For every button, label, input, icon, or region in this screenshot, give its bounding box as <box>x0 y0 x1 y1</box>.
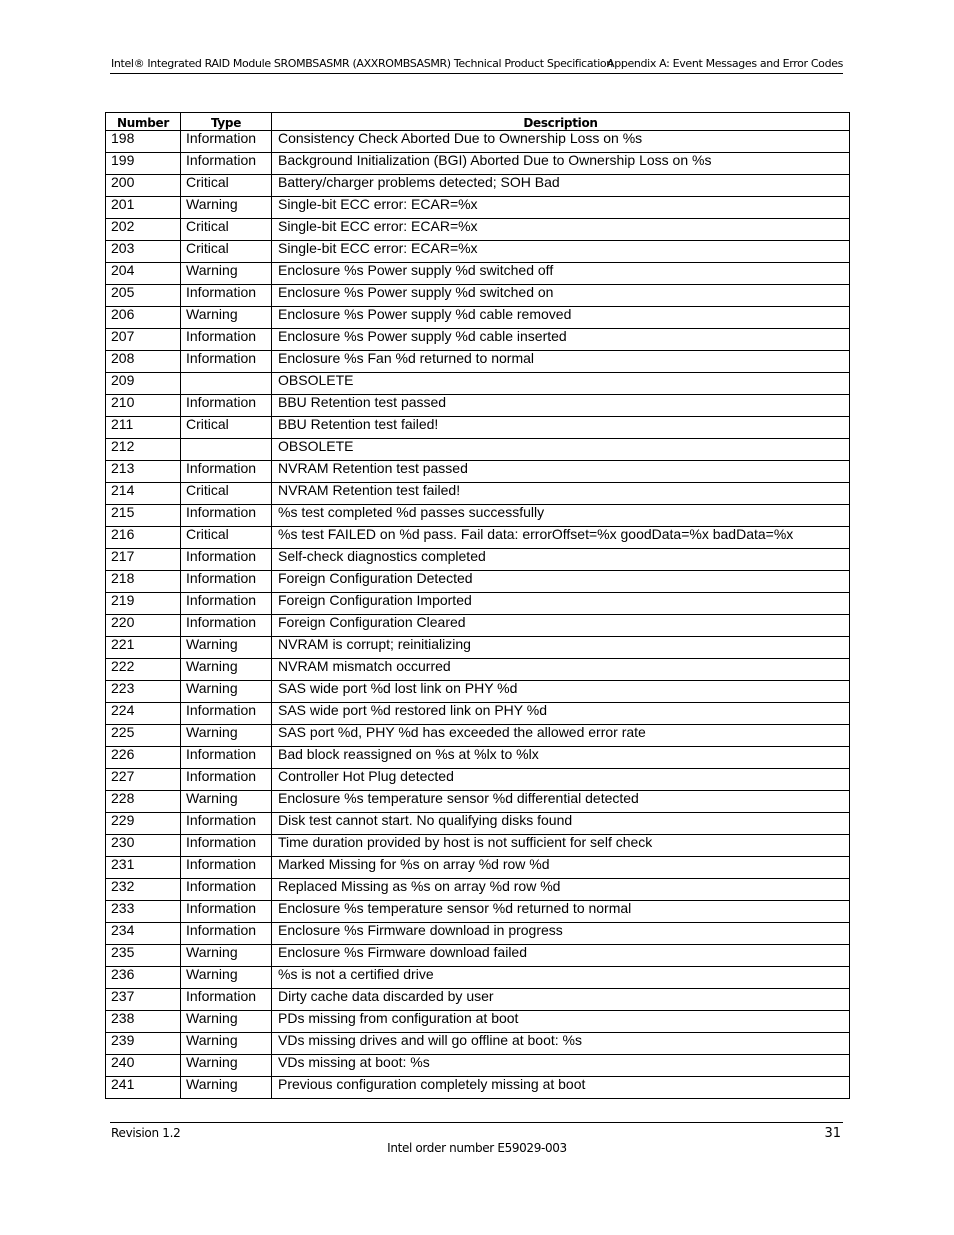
event-type-cell: Critical <box>181 483 272 505</box>
event-type-cell: Warning <box>181 1055 272 1077</box>
event-description-cell: Enclosure %s temperature sensor %d differential detected <box>272 791 850 813</box>
table-row <box>106 197 850 219</box>
event-type-cell: Information <box>181 351 272 373</box>
event-number-cell: 212 <box>106 439 181 461</box>
header-document-title: Intel® Integrated RAID Module SROMBSASMR (AXXROMBSASMR) Technical Product Specification <box>111 57 613 70</box>
table-row <box>106 571 850 593</box>
event-number-cell: 202 <box>106 219 181 241</box>
event-description-cell: Battery/charger problems detected; SOH Bad <box>272 175 850 197</box>
event-number-cell: 220 <box>106 615 181 637</box>
event-number-cell: 237 <box>106 989 181 1011</box>
event-description-cell: Enclosure %s Firmware download failed <box>272 945 850 967</box>
table-row <box>106 703 850 725</box>
event-type-cell: Information <box>181 857 272 879</box>
event-type-cell <box>181 439 272 461</box>
table-row <box>106 769 850 791</box>
table-row <box>106 1055 850 1077</box>
table-row <box>106 373 850 395</box>
event-description-cell: %s test FAILED on %d pass. Fail data: errorOffset=%x goodData=%x badData=%x <box>272 527 850 549</box>
event-number-cell: 225 <box>106 725 181 747</box>
event-type-cell: Critical <box>181 527 272 549</box>
event-number-cell: 231 <box>106 857 181 879</box>
event-description-cell: Enclosure %s Power supply %d cable removed <box>272 307 850 329</box>
table-row <box>106 329 850 351</box>
event-type-cell: Warning <box>181 263 272 285</box>
event-description-cell: Single-bit ECC error: ECAR=%x <box>272 219 850 241</box>
header-section-title: Appendix A: Event Messages and Error Codes <box>607 57 843 70</box>
event-number-cell: 207 <box>106 329 181 351</box>
event-number-cell: 228 <box>106 791 181 813</box>
event-type-cell: Information <box>181 615 272 637</box>
event-description-cell: %s test completed %d passes successfully <box>272 505 850 527</box>
table-row <box>106 417 850 439</box>
table-row <box>106 879 850 901</box>
table-row <box>106 659 850 681</box>
table-row <box>106 241 850 263</box>
event-description-cell: Foreign Configuration Imported <box>272 593 850 615</box>
event-type-cell: Warning <box>181 307 272 329</box>
event-type-cell: Warning <box>181 659 272 681</box>
event-number-cell: 240 <box>106 1055 181 1077</box>
event-number-cell: 219 <box>106 593 181 615</box>
column-header-number: Number <box>106 113 181 131</box>
event-type-cell: Information <box>181 747 272 769</box>
event-number-cell: 227 <box>106 769 181 791</box>
event-number-cell: 206 <box>106 307 181 329</box>
event-description-cell: Enclosure %s Power supply %d switched off <box>272 263 850 285</box>
table-row <box>106 263 850 285</box>
event-number-cell: 204 <box>106 263 181 285</box>
table-row <box>106 747 850 769</box>
table-row <box>106 549 850 571</box>
event-type-cell: Warning <box>181 1011 272 1033</box>
page-number: 31 <box>824 1126 841 1141</box>
event-description-cell: NVRAM is corrupt; reinitializing <box>272 637 850 659</box>
event-number-cell: 238 <box>106 1011 181 1033</box>
table-row <box>106 527 850 549</box>
order-number: Intel order number E59029-003 <box>387 1141 567 1155</box>
table-row <box>106 307 850 329</box>
event-number-cell: 214 <box>106 483 181 505</box>
event-type-cell: Information <box>181 923 272 945</box>
event-type-cell: Information <box>181 153 272 175</box>
event-description-cell: SAS port %d, PHY %d has exceeded the allowed error rate <box>272 725 850 747</box>
table-row <box>106 967 850 989</box>
table-row <box>106 593 850 615</box>
event-type-cell: Warning <box>181 791 272 813</box>
event-type-cell: Information <box>181 703 272 725</box>
event-number-cell: 218 <box>106 571 181 593</box>
table-row <box>106 1077 850 1099</box>
table-row <box>106 439 850 461</box>
event-description-cell: Enclosure %s Firmware download in progress <box>272 923 850 945</box>
footer-rule <box>110 1122 843 1123</box>
event-description-cell: Previous configuration completely missing at boot <box>272 1077 850 1099</box>
event-description-cell: SAS wide port %d restored link on PHY %d <box>272 703 850 725</box>
table-row <box>106 681 850 703</box>
event-type-cell: Information <box>181 989 272 1011</box>
table-row <box>106 395 850 417</box>
table-row <box>106 175 850 197</box>
event-description-cell: %s is not a certified drive <box>272 967 850 989</box>
table-row <box>106 923 850 945</box>
event-type-cell: Critical <box>181 219 272 241</box>
event-description-cell: Bad block reassigned on %s at %lx to %lx <box>272 747 850 769</box>
event-type-cell: Warning <box>181 945 272 967</box>
event-description-cell: Single-bit ECC error: ECAR=%x <box>272 197 850 219</box>
event-description-cell: OBSOLETE <box>272 373 850 395</box>
event-description-cell: Replaced Missing as %s on array %d row %d <box>272 879 850 901</box>
event-description-cell: Foreign Configuration Detected <box>272 571 850 593</box>
table-row <box>106 219 850 241</box>
event-number-cell: 232 <box>106 879 181 901</box>
event-type-cell: Information <box>181 329 272 351</box>
event-number-cell: 226 <box>106 747 181 769</box>
event-number-cell: 215 <box>106 505 181 527</box>
table-row <box>106 461 850 483</box>
event-description-cell: Self-check diagnostics completed <box>272 549 850 571</box>
table-row <box>106 637 850 659</box>
event-description-cell: Enclosure %s Power supply %d switched on <box>272 285 850 307</box>
table-body <box>106 131 850 1099</box>
event-description-cell: Single-bit ECC error: ECAR=%x <box>272 241 850 263</box>
event-description-cell: Controller Hot Plug detected <box>272 769 850 791</box>
event-type-cell: Information <box>181 505 272 527</box>
event-number-cell: 203 <box>106 241 181 263</box>
event-description-cell: Consistency Check Aborted Due to Ownership Loss on %s <box>272 131 850 153</box>
table-row <box>106 1033 850 1055</box>
event-type-cell: Information <box>181 813 272 835</box>
event-messages-table <box>105 112 850 1099</box>
running-header <box>110 57 843 74</box>
event-type-cell: Information <box>181 879 272 901</box>
table-row <box>106 857 850 879</box>
event-type-cell: Information <box>181 131 272 153</box>
event-type-cell: Warning <box>181 637 272 659</box>
event-type-cell: Critical <box>181 175 272 197</box>
event-number-cell: 239 <box>106 1033 181 1055</box>
event-type-cell: Warning <box>181 1033 272 1055</box>
event-number-cell: 236 <box>106 967 181 989</box>
revision-label: Revision 1.2 <box>111 1126 181 1140</box>
event-type-cell: Warning <box>181 725 272 747</box>
event-number-cell: 211 <box>106 417 181 439</box>
table-row <box>106 901 850 923</box>
event-type-cell <box>181 373 272 395</box>
table-row <box>106 285 850 307</box>
event-description-cell: PDs missing from configuration at boot <box>272 1011 850 1033</box>
event-description-cell: Background Initialization (BGI) Aborted Due to Ownership Loss on %s <box>272 153 850 175</box>
table-row <box>106 725 850 747</box>
event-type-cell: Warning <box>181 681 272 703</box>
event-description-cell: NVRAM mismatch occurred <box>272 659 850 681</box>
event-description-cell: OBSOLETE <box>272 439 850 461</box>
event-description-cell: SAS wide port %d lost link on PHY %d <box>272 681 850 703</box>
event-description-cell: Enclosure %s temperature sensor %d returned to normal <box>272 901 850 923</box>
event-number-cell: 217 <box>106 549 181 571</box>
table-row <box>106 813 850 835</box>
event-type-cell: Warning <box>181 197 272 219</box>
event-type-cell: Information <box>181 461 272 483</box>
event-number-cell: 198 <box>106 131 181 153</box>
table-row <box>106 131 850 153</box>
event-number-cell: 229 <box>106 813 181 835</box>
event-number-cell: 230 <box>106 835 181 857</box>
event-number-cell: 222 <box>106 659 181 681</box>
column-header-type: Type <box>181 113 272 131</box>
event-description-cell: Dirty cache data discarded by user <box>272 989 850 1011</box>
event-number-cell: 205 <box>106 285 181 307</box>
event-number-cell: 223 <box>106 681 181 703</box>
event-number-cell: 200 <box>106 175 181 197</box>
event-number-cell: 199 <box>106 153 181 175</box>
table-row <box>106 945 850 967</box>
event-number-cell: 209 <box>106 373 181 395</box>
table-row <box>106 989 850 1011</box>
table-row <box>106 153 850 175</box>
event-type-cell: Information <box>181 593 272 615</box>
table-header-row <box>106 113 850 131</box>
event-number-cell: 233 <box>106 901 181 923</box>
event-number-cell: 224 <box>106 703 181 725</box>
event-number-cell: 201 <box>106 197 181 219</box>
event-description-cell: Enclosure %s Power supply %d cable inserted <box>272 329 850 351</box>
event-type-cell: Information <box>181 285 272 307</box>
event-type-cell: Information <box>181 769 272 791</box>
event-description-cell: Enclosure %s Fan %d returned to normal <box>272 351 850 373</box>
event-type-cell: Information <box>181 835 272 857</box>
event-number-cell: 210 <box>106 395 181 417</box>
event-type-cell: Critical <box>181 417 272 439</box>
table-row <box>106 615 850 637</box>
table-row <box>106 483 850 505</box>
event-description-cell: Foreign Configuration Cleared <box>272 615 850 637</box>
event-type-cell: Information <box>181 901 272 923</box>
event-description-cell: VDs missing at boot: %s <box>272 1055 850 1077</box>
event-description-cell: Time duration provided by host is not sufficient for self check <box>272 835 850 857</box>
event-description-cell: VDs missing drives and will go offline at boot: %s <box>272 1033 850 1055</box>
event-description-cell: Disk test cannot start. No qualifying disks found <box>272 813 850 835</box>
event-description-cell: BBU Retention test failed! <box>272 417 850 439</box>
event-number-cell: 235 <box>106 945 181 967</box>
event-type-cell: Information <box>181 395 272 417</box>
event-number-cell: 221 <box>106 637 181 659</box>
event-type-cell: Warning <box>181 967 272 989</box>
event-type-cell: Warning <box>181 1077 272 1099</box>
event-number-cell: 216 <box>106 527 181 549</box>
event-description-cell: Marked Missing for %s on array %d row %d <box>272 857 850 879</box>
event-number-cell: 234 <box>106 923 181 945</box>
event-description-cell: NVRAM Retention test failed! <box>272 483 850 505</box>
event-type-cell: Information <box>181 549 272 571</box>
column-header-description: Description <box>272 113 850 131</box>
event-type-cell: Information <box>181 571 272 593</box>
table-row <box>106 351 850 373</box>
event-number-cell: 213 <box>106 461 181 483</box>
table-row <box>106 505 850 527</box>
table-row <box>106 791 850 813</box>
table-row <box>106 1011 850 1033</box>
event-type-cell: Critical <box>181 241 272 263</box>
event-number-cell: 208 <box>106 351 181 373</box>
event-number-cell: 241 <box>106 1077 181 1099</box>
event-description-cell: NVRAM Retention test passed <box>272 461 850 483</box>
event-description-cell: BBU Retention test passed <box>272 395 850 417</box>
table-row <box>106 835 850 857</box>
